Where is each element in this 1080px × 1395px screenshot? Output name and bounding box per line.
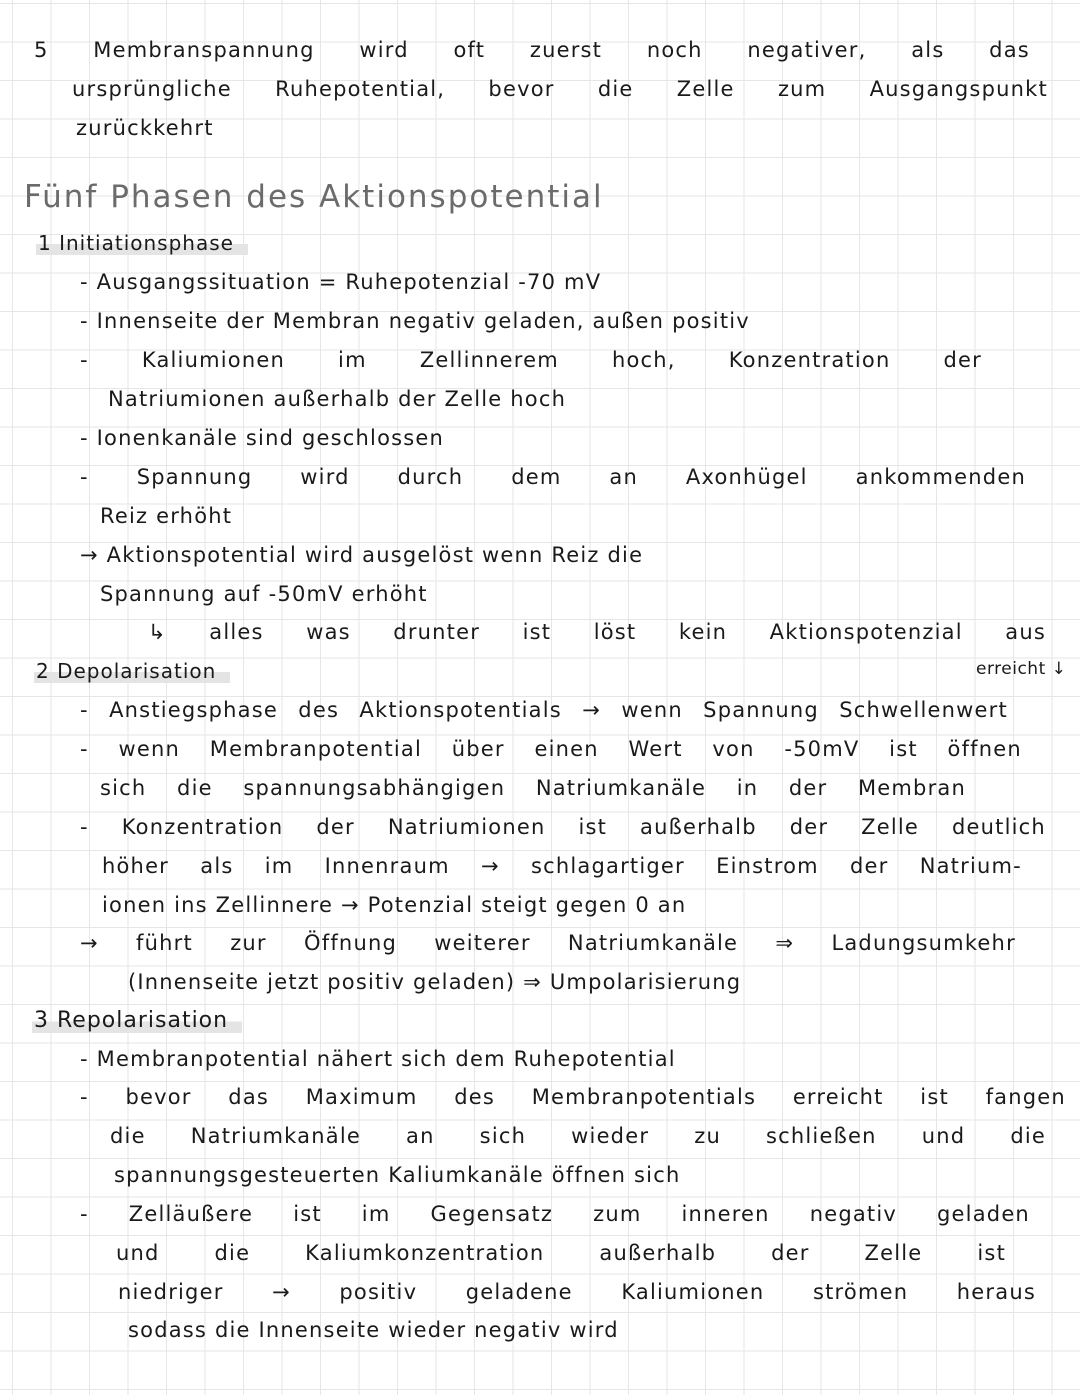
erreicht-note: erreicht ↓ [976,659,1067,679]
phase-1-line: - Kaliumionen im Zellinnerem hoch, Konzentration der [80,348,982,372]
phase-2-heading [34,661,230,681]
phase-1-line: - Ausgangssituation = Ruhepotenzial -70 mV [80,270,602,294]
phase-1-line: Reiz erhöht [100,504,233,528]
phase-2-line: - wenn Membranpotential über einen Wert von -50mV ist öffnen [80,737,1022,761]
phase-1-heading-text: 1 Initiationsphase [36,231,248,255]
intro-line-3: zurückkehrt [76,116,214,140]
phase-3-line: niedriger → positiv geladene Kaliumionen strömen heraus [118,1280,1036,1304]
phase-1-line: Spannung auf -50mV erhöht [100,582,428,606]
phase-1-line: → Aktionspotential wird ausgelöst wenn Reiz die [80,543,644,567]
phase-1-heading [36,233,248,253]
phase-3-line: - Zelläußere ist im Gegensatz zum inneren negativ geladen [80,1202,1030,1226]
page-title: Fünf Phasen des Aktionspotential [24,179,604,215]
phase-1-line: ↳ alles was drunter ist löst kein Aktionspotenzial aus [148,620,1046,644]
phase-3-line: - bevor das Maximum des Membranpotentials erreicht ist fangen [80,1085,1066,1109]
phase-1-line: - Spannung wird durch dem an Axonhügel ankommenden [80,465,1026,489]
phase-2-line: - Anstiegsphase des Aktionspotentials → wenn Spannung Schwellenwert [80,698,1008,722]
phase-3-heading [32,1010,242,1032]
phase-3-line: - Membranpotential nähert sich dem Ruhepotential [80,1047,676,1071]
phase-3-heading-text: 3 Repolarisation [32,1008,242,1033]
phase-3-line: die Natriumkanäle an sich wieder zu schließen und die [110,1124,1046,1148]
phase-3-line: spannungsgesteuerten Kaliumkanäle öffnen sich [114,1163,681,1187]
phase-1-line: - Ionenkanäle sind geschlossen [80,426,445,450]
phase-3-line: sodass die Innenseite wieder negativ wird [128,1318,619,1342]
phase-2-line: → führt zur Öffnung weiterer Natriumkanäle ⇒ Ladungsumkehr [80,931,1016,955]
phase-2-line: sich die spannungsabhängigen Natriumkanäle in der Membran [100,776,966,800]
phase-2-line: ionen ins Zellinnere → Potenzial steigt gegen 0 an [102,893,687,917]
phase-1-line: - Innenseite der Membran negativ geladen, außen positiv [80,309,750,333]
phase-1-line: Natriumionen außerhalb der Zelle hoch [108,387,567,411]
intro-line-1: 5 Membranspannung wird oft zuerst noch negativer, als das [34,38,1030,62]
phase-2-heading-text: 2 Depolarisation [34,659,230,683]
phase-2-line: höher als im Innenraum → schlagartiger Einstrom der Natrium- [102,854,1022,878]
intro-line-2: ursprüngliche Ruhepotential, bevor die Zelle zum Ausgangspunkt [72,77,1048,101]
phase-2-line: (Innenseite jetzt positiv geladen) ⇒ Umpolarisierung [128,970,742,994]
phase-3-line: und die Kaliumkonzentration außerhalb der Zelle ist [116,1241,1006,1265]
phase-2-line: - Konzentration der Natriumionen ist außerhalb der Zelle deutlich [80,815,1046,839]
